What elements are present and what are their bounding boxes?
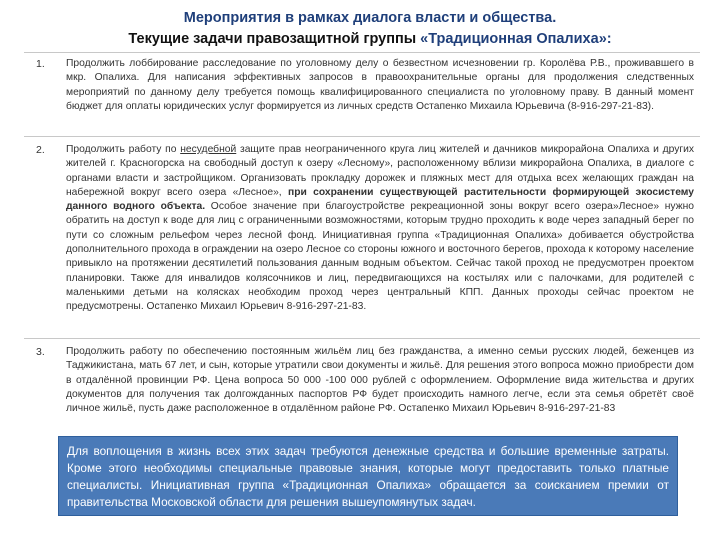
task-number: 1. [36,58,45,70]
task-text-underlined: несудебной [180,144,237,155]
divider [24,338,700,339]
task-text [66,143,694,315]
divider [24,52,700,53]
task-text-bold: при сохранении существующей растительности формирующей экосистему данного водного объекта. [66,186,694,213]
subtitle-prefix: Текущие задачи правозащитной группы [128,31,421,47]
task-number: 3. [36,346,45,358]
task-text-part: Продолжить работу по [66,144,181,155]
task-number: 2. [36,144,45,156]
callout-text: Для воплощения в жизнь всех этих задач требуются денежные средства и большие временные затраты. Кроме этого необходимы специальные правовые знания, которые могут предоставить только платные специалисты. Инициативная группа «Традиционная Опалиха» обращается за соисканием премии от правительства Московской области для решения вышеупомянутых задач. [67,444,669,509]
funding-callout [58,436,678,516]
page-title: Мероприятия в рамках диалога власти и общества. [183,10,557,26]
task-text: Продолжить лоббирование расследование по уголовному делу о безвестном исчезновении гр. Королёва Р.В., проживавшего в мкр. Опалиха. Для написания эффективных запросов в правоохранительные органы для продолжения следственных мероприятий по данному делу требуется помощь квалифицированного специалиста по уголовному праву. В данный момент бюджет для оплаты юридических услуг формируется из личных средств Остапенко Михаила Юрьевича (8-916-297-21-83). [66,58,694,112]
page-subtitle [60,29,680,50]
page-header [60,8,680,50]
task-text: Продолжить работу по обеспечению постоянным жильём лиц без гражданства, а именно семьи русских людей, беженцев из Таджикистана, мать 67 лет, и сын, которые утратили свои документы и жильё. Для решения этого вопроса можно приобрести дом в отдалённой провинции РФ. Цена вопроса 50 000 -100 000 рублей с оформлением. Оформление вида жительства и других документов для получения так долгожданных паспортов РФ будет происходить намного легче, если эта семья обретёт своё личное жильё, пусть даже расположенное в отдалённом районе РФ. Остапенко Михаил Юрьевич 8-916-297-21-83 [66,346,694,415]
divider [24,136,700,137]
subtitle-org-name: «Традиционная Опалиха»: [420,31,612,47]
task-text-part: защите прав неограниченного круга лиц жителей и дачников микрорайона Опалиха и других жителей г. Красногорска на свободный доступ к озеру «Лесному», расположенному вблизи микрорайона Опалиха, в диалоге с органами власти и застройщиком. Организовать прокладку дорожек и пляжных мест для отдыха всех желающих граждан на набережной вокруг всего озера «Лесное», [66,144,694,198]
task-text-part: Особое значение при благоустройстве рекреационной зоны вокруг всего озера»Лесное» нужно обратить на доступ к воде для лиц с ограниченными возможностями, которым трудно проходить к воде через западный берег по пути со сложным рельефом через лесной фонд. Инициативная группа «Традиционная Опалиха» добивается обустройства дополнительного прохода в ограждении на озеро Лесное со стороны южного и восточного берегов, прохода к которому население привыкло на протяжении десятилетий пользования данным водным объектом. Сейчас такой проход не предусмотрен проектом планировки. Также для инвалидов колясочников и лиц, передвигающихся на костылях или с палочками, для родителей с маленькими детьми на колясках необходим проход через центральный КПП. Данных проходы сейчас проектом не предусмотрены. Остапенко Михаил Юрьевич 8-916-297-21-83. [66,201,694,313]
